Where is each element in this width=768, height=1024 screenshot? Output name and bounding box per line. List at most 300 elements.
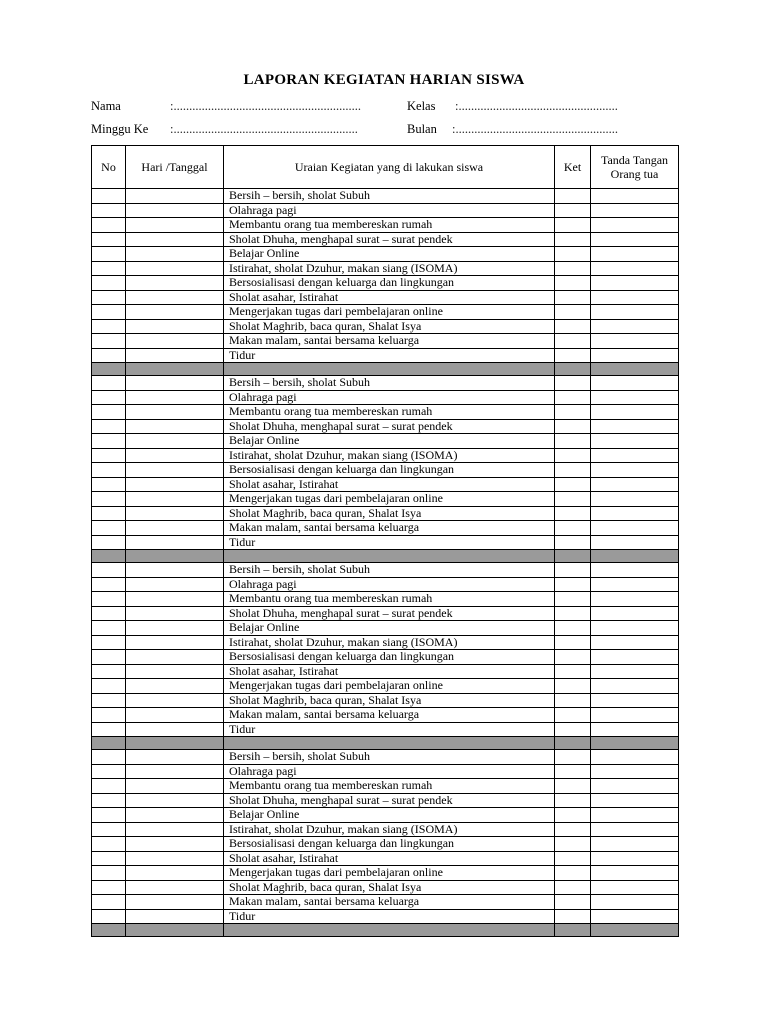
cell-hari-tanggal[interactable] — [126, 319, 224, 334]
cell-uraian: Olahraga pagi — [224, 390, 555, 405]
cell-uraian: Makan malam, santai bersama keluarga — [224, 708, 555, 723]
cell-ket[interactable] — [555, 895, 591, 910]
cell-ket[interactable] — [555, 837, 591, 852]
cell-tanda-tangan[interactable] — [591, 405, 679, 420]
cell-no[interactable] — [92, 664, 126, 679]
kelas-field[interactable]: :................................................... — [455, 99, 618, 113]
table-row — [92, 793, 679, 808]
cell-uraian: Makan malam, santai bersama keluarga — [224, 521, 555, 536]
cell-uraian: Bersosialisasi dengan keluarga dan lingkungan — [224, 463, 555, 478]
cell-uraian: Bersih – bersih, sholat Subuh — [224, 376, 555, 391]
cell-uraian: Istirahat, sholat Dzuhur, makan siang (ISOMA) — [224, 448, 555, 463]
cell-tanda-tangan[interactable] — [591, 679, 679, 694]
cell-hari-tanggal[interactable] — [126, 218, 224, 233]
cell-no[interactable] — [92, 419, 126, 434]
header-tanda-tangan: Tanda Tangan Orang tua — [591, 146, 679, 189]
cell-tanda-tangan[interactable] — [591, 276, 679, 291]
cell-tanda-tangan[interactable] — [591, 592, 679, 607]
cell-hari-tanggal[interactable] — [126, 837, 224, 852]
separator-cell — [555, 550, 591, 563]
cell-tanda-tangan[interactable] — [591, 535, 679, 550]
cell-no[interactable] — [92, 492, 126, 507]
table-row — [92, 319, 679, 334]
cell-hari-tanggal[interactable] — [126, 492, 224, 507]
cell-tanda-tangan[interactable] — [591, 895, 679, 910]
day-separator-row — [92, 924, 679, 937]
cell-ket[interactable] — [555, 679, 591, 694]
cell-uraian: Belajar Online — [224, 808, 555, 823]
table-row — [92, 247, 679, 262]
cell-ket[interactable] — [555, 750, 591, 765]
cell-hari-tanggal[interactable] — [126, 348, 224, 363]
cell-uraian: Bersih – bersih, sholat Subuh — [224, 563, 555, 578]
cell-hari-tanggal[interactable] — [126, 405, 224, 420]
cell-uraian: Membantu orang tua membereskan rumah — [224, 592, 555, 607]
cell-tanda-tangan[interactable] — [591, 621, 679, 636]
cell-ket[interactable] — [555, 492, 591, 507]
separator-cell — [555, 924, 591, 937]
cell-no[interactable] — [92, 276, 126, 291]
cell-no[interactable] — [92, 521, 126, 536]
cell-no[interactable] — [92, 376, 126, 391]
cell-tanda-tangan[interactable] — [591, 232, 679, 247]
table-row — [92, 305, 679, 320]
cell-ket[interactable] — [555, 851, 591, 866]
cell-no[interactable] — [92, 750, 126, 765]
table-row — [92, 837, 679, 852]
separator-cell — [591, 550, 679, 563]
table-row — [92, 334, 679, 349]
cell-tanda-tangan[interactable] — [591, 348, 679, 363]
cell-no[interactable] — [92, 693, 126, 708]
cell-no[interactable] — [92, 506, 126, 521]
cell-hari-tanggal[interactable] — [126, 679, 224, 694]
cell-hari-tanggal[interactable] — [126, 750, 224, 765]
cell-uraian: Tidur — [224, 348, 555, 363]
table-row — [92, 563, 679, 578]
cell-uraian: Istirahat, sholat Dzuhur, makan siang (ISOMA) — [224, 261, 555, 276]
table-row — [92, 635, 679, 650]
cell-uraian: Sholat Maghrib, baca quran, Shalat Isya — [224, 506, 555, 521]
cell-ket[interactable] — [555, 563, 591, 578]
header-hari-tanggal: Hari /Tanggal — [126, 146, 224, 189]
cell-no[interactable] — [92, 563, 126, 578]
cell-uraian: Belajar Online — [224, 621, 555, 636]
cell-no[interactable] — [92, 808, 126, 823]
cell-tanda-tangan[interactable] — [591, 376, 679, 391]
cell-tanda-tangan[interactable] — [591, 463, 679, 478]
separator-cell — [92, 737, 126, 750]
cell-no[interactable] — [92, 334, 126, 349]
cell-no[interactable] — [92, 434, 126, 449]
cell-ket[interactable] — [555, 866, 591, 881]
separator-cell — [224, 924, 555, 937]
cell-tanda-tangan[interactable] — [591, 434, 679, 449]
cell-no[interactable] — [92, 390, 126, 405]
table-row — [92, 764, 679, 779]
cell-hari-tanggal[interactable] — [126, 577, 224, 592]
cell-ket[interactable] — [555, 405, 591, 420]
cell-tanda-tangan[interactable] — [591, 319, 679, 334]
cell-hari-tanggal[interactable] — [126, 463, 224, 478]
cell-tanda-tangan[interactable] — [591, 506, 679, 521]
page-title: LAPORAN KEGIATAN HARIAN SISWA — [243, 72, 525, 88]
table-row — [92, 477, 679, 492]
cell-hari-tanggal[interactable] — [126, 334, 224, 349]
cell-ket[interactable] — [555, 635, 591, 650]
cell-hari-tanggal[interactable] — [126, 808, 224, 823]
cell-ket[interactable] — [555, 606, 591, 621]
cell-no[interactable] — [92, 577, 126, 592]
separator-cell — [224, 550, 555, 563]
separator-cell — [92, 363, 126, 376]
cell-hari-tanggal[interactable] — [126, 606, 224, 621]
cell-ket[interactable] — [555, 247, 591, 262]
cell-hari-tanggal[interactable] — [126, 290, 224, 305]
cell-hari-tanggal[interactable] — [126, 521, 224, 536]
cell-tanda-tangan[interactable] — [591, 334, 679, 349]
cell-tanda-tangan[interactable] — [591, 793, 679, 808]
cell-ket[interactable] — [555, 577, 591, 592]
cell-tanda-tangan[interactable] — [591, 477, 679, 492]
cell-uraian: Tidur — [224, 909, 555, 924]
cell-ket[interactable] — [555, 390, 591, 405]
cell-no[interactable] — [92, 448, 126, 463]
cell-tanda-tangan[interactable] — [591, 419, 679, 434]
cell-hari-tanggal[interactable] — [126, 535, 224, 550]
cell-ket[interactable] — [555, 521, 591, 536]
cell-hari-tanggal[interactable] — [126, 664, 224, 679]
cell-tanda-tangan[interactable] — [591, 606, 679, 621]
cell-no[interactable] — [92, 290, 126, 305]
table-row — [92, 708, 679, 723]
cell-ket[interactable] — [555, 348, 591, 363]
cell-ket[interactable] — [555, 592, 591, 607]
cell-ket[interactable] — [555, 434, 591, 449]
cell-hari-tanggal[interactable] — [126, 434, 224, 449]
cell-tanda-tangan[interactable] — [591, 664, 679, 679]
cell-hari-tanggal[interactable] — [126, 419, 224, 434]
cell-hari-tanggal[interactable] — [126, 650, 224, 665]
cell-tanda-tangan[interactable] — [591, 650, 679, 665]
cell-ket[interactable] — [555, 822, 591, 837]
table-row — [92, 808, 679, 823]
table-row — [92, 348, 679, 363]
cell-hari-tanggal[interactable] — [126, 592, 224, 607]
cell-ket[interactable] — [555, 621, 591, 636]
cell-no[interactable] — [92, 232, 126, 247]
cell-uraian: Sholat Dhuha, menghapal surat – surat pendek — [224, 419, 555, 434]
table-row — [92, 434, 679, 449]
cell-ket[interactable] — [555, 535, 591, 550]
cell-ket[interactable] — [555, 232, 591, 247]
table-row — [92, 664, 679, 679]
cell-no[interactable] — [92, 822, 126, 837]
table-row — [92, 621, 679, 636]
cell-tanda-tangan[interactable] — [591, 448, 679, 463]
table-row — [92, 405, 679, 420]
cell-no[interactable] — [92, 319, 126, 334]
nama-field[interactable]: :............................................................ — [170, 99, 361, 113]
nama-label: Nama — [91, 99, 121, 113]
cell-no[interactable] — [92, 592, 126, 607]
cell-ket[interactable] — [555, 261, 591, 276]
separator-cell — [555, 737, 591, 750]
cell-hari-tanggal[interactable] — [126, 764, 224, 779]
separator-cell — [224, 363, 555, 376]
cell-no[interactable] — [92, 895, 126, 910]
cell-uraian: Sholat Dhuha, menghapal surat – surat pendek — [224, 793, 555, 808]
table-row — [92, 693, 679, 708]
table-row — [92, 679, 679, 694]
cell-hari-tanggal[interactable] — [126, 822, 224, 837]
kelas-label: Kelas — [407, 99, 436, 113]
cell-uraian: Sholat asahar, Istirahat — [224, 290, 555, 305]
cell-uraian: Mengerjakan tugas dari pembelajaran online — [224, 866, 555, 881]
cell-no[interactable] — [92, 189, 126, 204]
cell-ket[interactable] — [555, 650, 591, 665]
table-row — [92, 290, 679, 305]
activity-table — [91, 145, 679, 937]
cell-tanda-tangan[interactable] — [591, 577, 679, 592]
cell-tanda-tangan[interactable] — [591, 722, 679, 737]
cell-ket[interactable] — [555, 764, 591, 779]
cell-uraian: Belajar Online — [224, 434, 555, 449]
cell-tanda-tangan[interactable] — [591, 390, 679, 405]
cell-no[interactable] — [92, 793, 126, 808]
minggu-label: Minggu Ke — [91, 122, 149, 136]
cell-tanda-tangan[interactable] — [591, 218, 679, 233]
cell-no[interactable] — [92, 261, 126, 276]
cell-tanda-tangan[interactable] — [591, 492, 679, 507]
cell-uraian: Sholat Maghrib, baca quran, Shalat Isya — [224, 693, 555, 708]
cell-no[interactable] — [92, 535, 126, 550]
table-header-row — [92, 146, 679, 189]
cell-tanda-tangan[interactable] — [591, 521, 679, 536]
cell-hari-tanggal[interactable] — [126, 909, 224, 924]
cell-no[interactable] — [92, 635, 126, 650]
cell-no[interactable] — [92, 305, 126, 320]
cell-no[interactable] — [92, 218, 126, 233]
cell-uraian: Tidur — [224, 535, 555, 550]
cell-uraian: Bersih – bersih, sholat Subuh — [224, 189, 555, 204]
cell-no[interactable] — [92, 679, 126, 694]
cell-tanda-tangan[interactable] — [591, 880, 679, 895]
table-row — [92, 722, 679, 737]
cell-hari-tanggal[interactable] — [126, 563, 224, 578]
cell-ket[interactable] — [555, 448, 591, 463]
cell-uraian: Membantu orang tua membereskan rumah — [224, 405, 555, 420]
cell-hari-tanggal[interactable] — [126, 247, 224, 262]
cell-ket[interactable] — [555, 793, 591, 808]
cell-hari-tanggal[interactable] — [126, 793, 224, 808]
cell-uraian: Sholat asahar, Istirahat — [224, 851, 555, 866]
table-body — [92, 189, 679, 937]
cell-no[interactable] — [92, 247, 126, 262]
cell-no[interactable] — [92, 405, 126, 420]
cell-tanda-tangan[interactable] — [591, 203, 679, 218]
cell-no[interactable] — [92, 477, 126, 492]
cell-hari-tanggal[interactable] — [126, 880, 224, 895]
cell-no[interactable] — [92, 348, 126, 363]
cell-tanda-tangan[interactable] — [591, 851, 679, 866]
header-uraian: Uraian Kegiatan yang di lakukan siswa — [224, 146, 555, 189]
table-row — [92, 779, 679, 794]
cell-tanda-tangan[interactable] — [591, 822, 679, 837]
cell-tanda-tangan[interactable] — [591, 750, 679, 765]
cell-hari-tanggal[interactable] — [126, 621, 224, 636]
cell-ket[interactable] — [555, 779, 591, 794]
cell-hari-tanggal[interactable] — [126, 448, 224, 463]
cell-no[interactable] — [92, 880, 126, 895]
cell-ket[interactable] — [555, 693, 591, 708]
cell-ket[interactable] — [555, 880, 591, 895]
cell-hari-tanggal[interactable] — [126, 693, 224, 708]
cell-hari-tanggal[interactable] — [126, 708, 224, 723]
cell-no[interactable] — [92, 708, 126, 723]
cell-hari-tanggal[interactable] — [126, 851, 224, 866]
bulan-label: Bulan — [407, 122, 437, 136]
cell-hari-tanggal[interactable] — [126, 305, 224, 320]
cell-no[interactable] — [92, 779, 126, 794]
table-row — [92, 218, 679, 233]
cell-ket[interactable] — [555, 203, 591, 218]
separator-cell — [126, 550, 224, 563]
cell-hari-tanggal[interactable] — [126, 866, 224, 881]
cell-tanda-tangan[interactable] — [591, 247, 679, 262]
cell-uraian: Belajar Online — [224, 247, 555, 262]
cell-ket[interactable] — [555, 708, 591, 723]
day-separator-row — [92, 737, 679, 750]
cell-uraian: Bersosialisasi dengan keluarga dan lingkungan — [224, 276, 555, 291]
table-row — [92, 535, 679, 550]
cell-no[interactable] — [92, 606, 126, 621]
cell-uraian: Istirahat, sholat Dzuhur, makan siang (ISOMA) — [224, 635, 555, 650]
cell-uraian: Olahraga pagi — [224, 764, 555, 779]
cell-no[interactable] — [92, 722, 126, 737]
table-row — [92, 261, 679, 276]
cell-tanda-tangan[interactable] — [591, 764, 679, 779]
cell-tanda-tangan[interactable] — [591, 305, 679, 320]
cell-ket[interactable] — [555, 909, 591, 924]
separator-cell — [591, 737, 679, 750]
bulan-field[interactable]: :.................................................... — [452, 122, 618, 136]
separator-cell — [591, 363, 679, 376]
cell-no[interactable] — [92, 203, 126, 218]
cell-tanda-tangan[interactable] — [591, 290, 679, 305]
separator-cell — [126, 363, 224, 376]
table-row — [92, 750, 679, 765]
cell-ket[interactable] — [555, 276, 591, 291]
separator-cell — [92, 550, 126, 563]
cell-hari-tanggal[interactable] — [126, 635, 224, 650]
cell-hari-tanggal[interactable] — [126, 895, 224, 910]
cell-no[interactable] — [92, 851, 126, 866]
cell-no[interactable] — [92, 909, 126, 924]
cell-hari-tanggal[interactable] — [126, 232, 224, 247]
table-row — [92, 419, 679, 434]
cell-ket[interactable] — [555, 218, 591, 233]
cell-uraian: Makan malam, santai bersama keluarga — [224, 895, 555, 910]
cell-hari-tanggal[interactable] — [126, 390, 224, 405]
table-row — [92, 189, 679, 204]
cell-ket[interactable] — [555, 319, 591, 334]
cell-hari-tanggal[interactable] — [126, 261, 224, 276]
separator-cell — [92, 924, 126, 937]
cell-ket[interactable] — [555, 334, 591, 349]
cell-ket[interactable] — [555, 290, 591, 305]
cell-ket[interactable] — [555, 664, 591, 679]
cell-ket[interactable] — [555, 722, 591, 737]
cell-tanda-tangan[interactable] — [591, 808, 679, 823]
cell-uraian: Sholat Dhuha, menghapal surat – surat pendek — [224, 232, 555, 247]
cell-ket[interactable] — [555, 189, 591, 204]
cell-ket[interactable] — [555, 419, 591, 434]
cell-tanda-tangan[interactable] — [591, 189, 679, 204]
table-row — [92, 448, 679, 463]
table-row — [92, 577, 679, 592]
table-row — [92, 232, 679, 247]
cell-ket[interactable] — [555, 506, 591, 521]
cell-uraian: Sholat asahar, Istirahat — [224, 477, 555, 492]
cell-hari-tanggal[interactable] — [126, 477, 224, 492]
cell-hari-tanggal[interactable] — [126, 203, 224, 218]
cell-tanda-tangan[interactable] — [591, 866, 679, 881]
table-row — [92, 276, 679, 291]
cell-uraian: Istirahat, sholat Dzuhur, makan siang (ISOMA) — [224, 822, 555, 837]
cell-ket[interactable] — [555, 477, 591, 492]
cell-no[interactable] — [92, 837, 126, 852]
cell-no[interactable] — [92, 650, 126, 665]
cell-hari-tanggal[interactable] — [126, 276, 224, 291]
cell-ket[interactable] — [555, 808, 591, 823]
separator-cell — [126, 924, 224, 937]
table-row — [92, 203, 679, 218]
cell-tanda-tangan[interactable] — [591, 261, 679, 276]
table-row — [92, 376, 679, 391]
cell-ket[interactable] — [555, 376, 591, 391]
cell-uraian: Sholat asahar, Istirahat — [224, 664, 555, 679]
cell-no[interactable] — [92, 621, 126, 636]
cell-uraian: Makan malam, santai bersama keluarga — [224, 334, 555, 349]
cell-hari-tanggal[interactable] — [126, 189, 224, 204]
cell-no[interactable] — [92, 764, 126, 779]
cell-hari-tanggal[interactable] — [126, 779, 224, 794]
cell-tanda-tangan[interactable] — [591, 779, 679, 794]
cell-hari-tanggal[interactable] — [126, 376, 224, 391]
cell-tanda-tangan[interactable] — [591, 708, 679, 723]
cell-tanda-tangan[interactable] — [591, 635, 679, 650]
table-row — [92, 492, 679, 507]
cell-no[interactable] — [92, 463, 126, 478]
cell-tanda-tangan[interactable] — [591, 693, 679, 708]
cell-no[interactable] — [92, 866, 126, 881]
cell-ket[interactable] — [555, 305, 591, 320]
cell-ket[interactable] — [555, 463, 591, 478]
cell-tanda-tangan[interactable] — [591, 837, 679, 852]
table-row — [92, 506, 679, 521]
cell-hari-tanggal[interactable] — [126, 506, 224, 521]
day-separator-row — [92, 550, 679, 563]
header-ket: Ket — [555, 146, 591, 189]
minggu-field[interactable]: :........................................................... — [170, 122, 358, 136]
cell-uraian: Olahraga pagi — [224, 203, 555, 218]
cell-hari-tanggal[interactable] — [126, 722, 224, 737]
separator-cell — [126, 737, 224, 750]
cell-tanda-tangan[interactable] — [591, 909, 679, 924]
cell-tanda-tangan[interactable] — [591, 563, 679, 578]
table-row — [92, 880, 679, 895]
